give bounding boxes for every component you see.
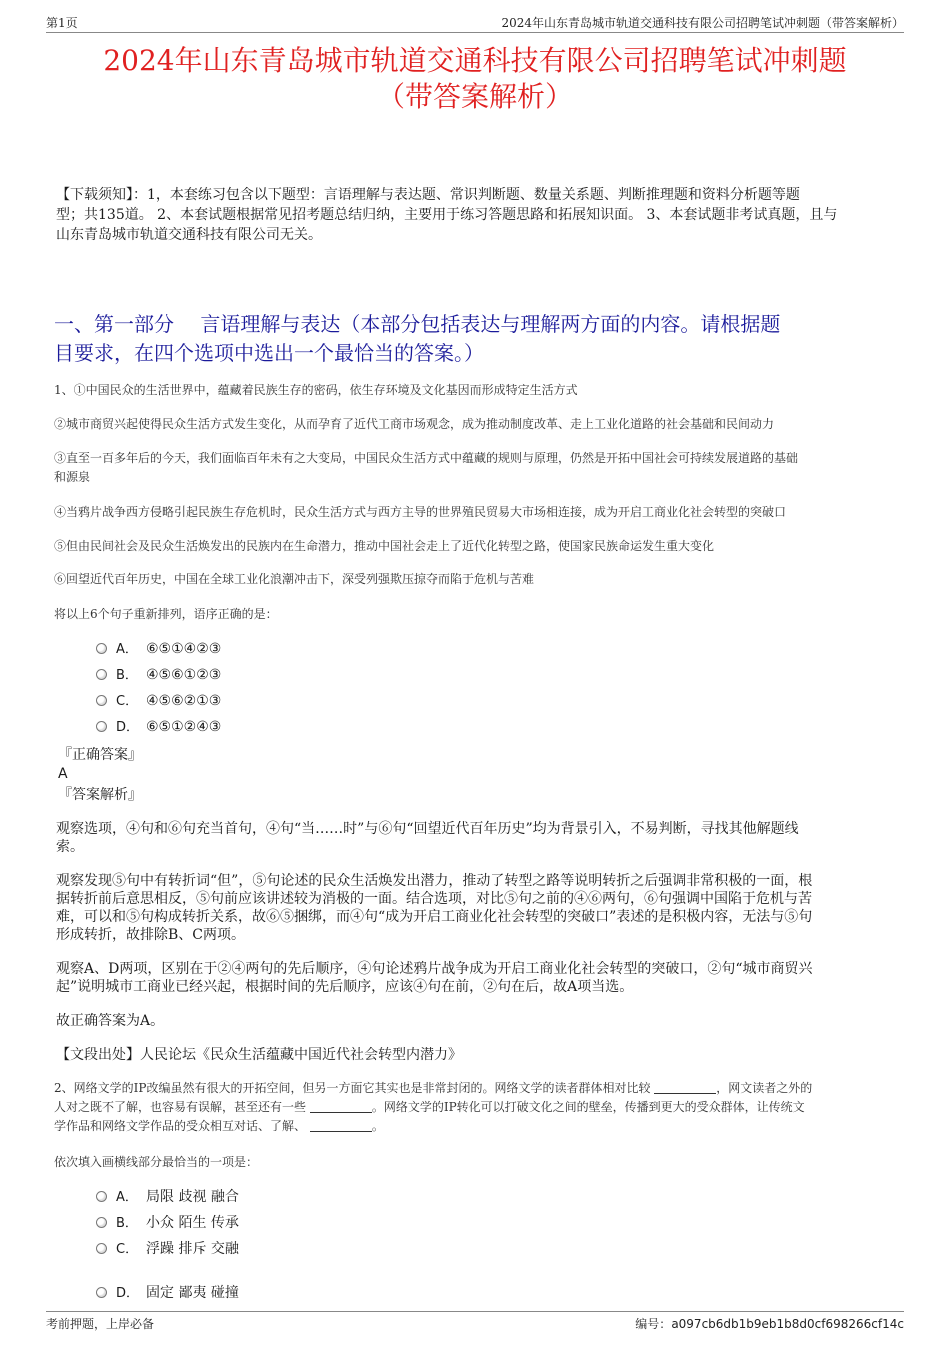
download-notice-line1: 【下载须知】：1，本套练习包含以下题型：言语理解与表达题、常识判断题、数量关系题、判断推理题和资料分析题等题 (56, 187, 800, 203)
q1-sentence-6: ⑥回望近代百年历史，中国在全球工业化浪潮冲击下，深受列强欺压掠夺而陷于危机与苦难 (54, 572, 535, 586)
analysis-p2-line3: 难，可以和⑤句构成转折关系，故⑥⑤捆绑，而④句“成为开启工商业化社会转型的突破口”表述的是积极内容，无法与⑤句 (56, 909, 813, 925)
q1-sentence-3a: ③直至一百多年后的今天，我们面临百年未有之大变局，中国民众生活方式中蕴藏的规则与原理，仍然是开拓中国社会可持续发展道路的基础 (54, 451, 799, 465)
q2-text: ，网文读者之外的 (716, 1081, 813, 1095)
fill-blank-1[interactable] (654, 1081, 716, 1094)
analysis-conclusion: 故正确答案为A。 (56, 1013, 165, 1029)
answer-value: A (58, 766, 68, 782)
q1-prompt: 将以上6个句子重新排列，语序正确的是： (54, 607, 278, 621)
section-heading-line2: 目要求，在四个选项中选出一个最恰当的答案。） (54, 341, 484, 365)
q2-text: 。网络文学的IP转化可以打破文化之间的壁垒，传播到更大的受众群体，让传统文 (371, 1100, 805, 1114)
footer-code-label: 编号： (635, 1317, 672, 1331)
footer-code (635, 1315, 904, 1332)
q2-text: 2、网络文学的IP改编虽然有很大的开拓空间，但另一方面它其实也是非常封闭的。网络文学的读者群体相对比较 (54, 1081, 651, 1095)
option-text: ④⑤⑥②①③ (146, 693, 222, 709)
fill-blank-2[interactable] (310, 1100, 372, 1113)
answer-label: 『正确答案』 (58, 747, 142, 763)
q2-option-c[interactable] (96, 1240, 239, 1259)
header-rule (46, 32, 904, 33)
q1-sentence-1: 1、①中国民众的生活世界中，蕴藏着民族生存的密码，依生存环境及文化基因而形成特定生活方式 (54, 383, 578, 397)
option-text: 局限 歧视 融合 (146, 1189, 239, 1205)
option-text: ⑥⑤①④②③ (146, 641, 222, 657)
q1-sentence-5: ⑤但由民间社会及民众生活焕发出的民族内在生命潜力，推动中国社会走上了近代化转型之路，使国家民族命运发生重大变化 (54, 539, 715, 553)
radio-icon[interactable] (96, 1217, 107, 1228)
q2-line3 (54, 1118, 894, 1135)
footer-slogan: 考前押题，上岸必备 (46, 1317, 155, 1331)
q2-line1 (54, 1080, 894, 1097)
download-notice-line2: 型；共135道。 2、本套试题根据常见招考题总结归纳，主要用于练习答题思路和拓展知识面。 3、本套试题非考试真题，且与 (56, 207, 838, 223)
option-text: ④⑤⑥①②③ (146, 667, 222, 683)
q2-prompt: 依次填入画横线部分最恰当的一项是： (54, 1155, 259, 1169)
q2-text: 学作品和网络文学作品的受众相互对话、了解、 (54, 1119, 307, 1133)
radio-icon[interactable] (96, 721, 107, 732)
option-key: C． (116, 694, 139, 709)
q1-sentence-2: ②城市商贸兴起使得民众生活方式发生变化，从而孕育了近代工商市场观念，成为推动制度改革、走上工业化道路的社会基础和民间动力 (54, 417, 775, 431)
analysis-p1-line2: 索。 (56, 839, 84, 855)
q1-sentence-3b: 和源泉 (54, 470, 91, 484)
q1-option-c[interactable] (96, 692, 221, 711)
header-doc-title: 2024年山东青岛城市轨道交通科技有限公司招聘笔试冲刺题（带答案解析） (501, 16, 904, 30)
radio-icon[interactable] (96, 643, 107, 654)
option-key: B． (116, 668, 138, 683)
fill-blank-3[interactable] (310, 1119, 372, 1132)
option-text: 浮躁 排斥 交融 (146, 1241, 239, 1257)
radio-icon[interactable] (96, 1243, 107, 1254)
analysis-p2-line2: 据转折前后意思相反，⑤句前应该讲述较为消极的一面。结合选项，对比⑤句之前的④⑥两句，⑥句强调中国陷于危机与苦 (56, 891, 812, 907)
q1-option-b[interactable] (96, 666, 221, 685)
radio-icon[interactable] (96, 695, 107, 706)
q1-option-a[interactable] (96, 640, 221, 659)
option-key: C． (116, 1242, 139, 1257)
q1-sentence-4: ④当鸦片战争西方侵略引起民族生存危机时，民众生活方式与西方主导的世界殖民贸易大市场相连接，成为开启工商业化社会转型的突破口 (54, 505, 787, 519)
option-key: A． (116, 1190, 138, 1205)
q2-line2 (54, 1099, 894, 1116)
option-key: D． (116, 720, 140, 735)
radio-icon[interactable] (96, 1191, 107, 1202)
option-text: 固定 鄙夷 碰撞 (146, 1285, 239, 1301)
radio-icon[interactable] (96, 669, 107, 680)
q2-option-d[interactable] (96, 1284, 239, 1303)
option-key: B． (116, 1216, 138, 1231)
q2-text: 。 (371, 1119, 384, 1133)
footer-code-value: a097cb6db1b9eb1b8d0cf698266cf14c (671, 1317, 904, 1331)
page-title: 2024年山东青岛城市轨道交通科技有限公司招聘笔试冲刺题 (103, 44, 847, 77)
page-number: 第1页 (46, 16, 78, 30)
option-text: 小众 陌生 传承 (146, 1215, 239, 1231)
source-note: 【文段出处】人民论坛《民众生活蕴藏中国近代社会转型内潜力》 (56, 1047, 462, 1063)
q1-option-d[interactable] (96, 718, 221, 737)
q2-option-a[interactable] (96, 1188, 239, 1207)
analysis-p3-line2: 起”说明城市工商业已经兴起，根据时间的先后顺序，应该④句在前，②句在后，故A项当选。 (56, 979, 634, 995)
section-heading-line1: 一、第一部分 言语理解与表达（本部分包括表达与理解两方面的内容。请根据题 (54, 312, 781, 336)
option-text: ⑥⑤①②④③ (146, 719, 222, 735)
analysis-p2-line1: 观察发现⑤句中有转折词“但”，⑤句论述的民众生活焕发出潜力，推动了转型之路等说明转折之后强调非常积极的一面，根 (56, 873, 813, 889)
page-subtitle: （带答案解析） (376, 80, 573, 113)
analysis-p1-line1: 观察选项，④句和⑥句充当首句，④句“当……时”与⑥句“回望近代百年历史”均为背景引入，不易判断，寻找其他解题线 (56, 821, 799, 837)
download-notice-line3: 山东青岛城市轨道交通科技有限公司无关。 (56, 227, 322, 243)
analysis-p2-line4: 形成转折，故排除B、C两项。 (56, 927, 245, 943)
radio-icon[interactable] (96, 1287, 107, 1298)
analysis-label: 『答案解析』 (58, 787, 142, 803)
q2-option-b[interactable] (96, 1214, 239, 1233)
footer-rule (46, 1311, 904, 1312)
q2-text: 人对之既不了解，也容易有误解，甚至还有一些 (54, 1100, 307, 1114)
option-key: A． (116, 642, 138, 657)
option-key: D． (116, 1286, 140, 1301)
analysis-p3-line1: 观察A、D两项，区别在于②④两句的先后顺序，④句论述鸦片战争成为开启工商业化社会转型的突破口，②句“城市商贸兴 (56, 961, 813, 977)
